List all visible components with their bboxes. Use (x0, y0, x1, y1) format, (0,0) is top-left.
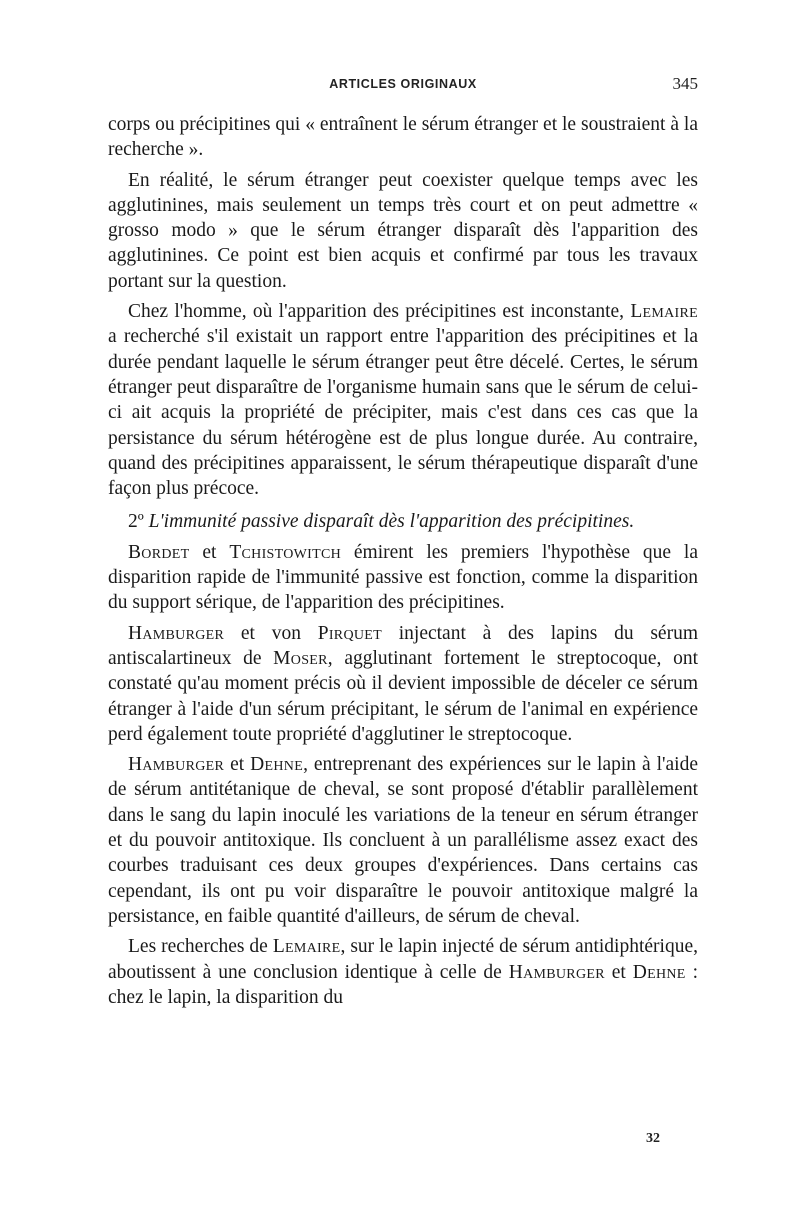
article-body (108, 112, 698, 1010)
page-header (108, 74, 698, 101)
author-name: Hamburger (508, 961, 605, 983)
section-number: 2º (128, 511, 144, 533)
author-name: Dehne (632, 961, 686, 983)
paragraph (108, 540, 698, 616)
section-heading (108, 509, 698, 534)
text-run: a recherché s'il existait un rapport entre l'apparition des précipitines et la durée pendant laquelle le sérum étranger peut être décelé. Certes, le sérum étranger peut disparaître de l'organisme humain sans que le sérum de celui-ci ait acquis la propriété de précipiter, mais c'est dans ces cas que la persistance du sérum hétérogène est de plus longue durée. Au contraire, quand des précipitines apparaissent, le sérum thérapeutique disparaît d'une façon plus précoce. (108, 326, 698, 500)
author-name: Lemaire (630, 301, 698, 323)
text-run: , sur le lapin injecté de sérum antidiphtérique, aboutissent à une conclusion identique à celle de (108, 936, 698, 983)
text-run: Les recherches de (128, 936, 273, 958)
text-run: injectant à des lapins du sérum antiscalartineux de (108, 622, 698, 669)
paragraph (108, 621, 698, 747)
paragraph (108, 752, 698, 929)
text-run: et (224, 754, 251, 776)
text-run: et (604, 961, 633, 983)
author-name: Bordet (128, 541, 190, 563)
section-title: L'immunité passive disparaît dès l'apparition des précipitines. (148, 511, 635, 533)
text-run: : chez le lapin, la disparition du (108, 961, 698, 1008)
text-run: Chez l'homme, où l'apparition des précipitines est inconstante, (128, 301, 631, 323)
text-run: , entreprenant des expériences sur le lapin à l'aide de sérum antitétanique de cheval, se sont proposé d'établir parallèlement dans le sang du lapin inoculé les variations de la teneur en sérum étranger et du pouvoir antitoxique. Ils concluent à un parallélisme assez exact des courbes traduisant ces deux groupes d'expériences. Dans certains cas cependant, ils ont pu voir disparaître le pouvoir antitoxique malgré la persistance, en faible quantité d'ailleurs, de sérum de cheval. (108, 754, 699, 927)
author-name: Hamburger (128, 622, 225, 644)
paragraph (108, 112, 698, 163)
author-name: Tchistowitch (229, 541, 342, 563)
text-run: corps ou précipitines qui « entraînent le sérum étranger et le soustraient à la recherche ». (108, 114, 698, 161)
text-run: émirent les premiers l'hypothèse que la disparition rapide de l'immunité passive est fonction, comme la disparition du support sérique, de l'apparition des précipitines. (108, 541, 698, 614)
author-name: Lemaire (272, 936, 341, 958)
text-run: En réalité, le sérum étranger peut coexister quelque temps avec les agglutinines, mais seulement un temps très court et on peut admettre « grosso modo » que le sérum étranger disparaît dès l'apparition des agglutinines. Ce point est bien acquis et confirmé par tous les travaux portant sur la question. (108, 169, 698, 292)
paragraph (108, 934, 698, 1010)
running-title: ARTICLES ORIGINAUX (329, 77, 477, 91)
page-number: 345 (672, 74, 698, 93)
author-name: Hamburger (128, 754, 225, 776)
text-run: et (189, 541, 230, 563)
author-name: Moser (273, 647, 328, 669)
author-name: Pirquet (317, 622, 382, 644)
text-run: et von (224, 622, 318, 644)
signature-mark: 32 (646, 1131, 660, 1146)
text-run: , agglutinant fortement le streptocoque, ont constaté qu'au moment précis où il devient impossible de déceler ce sérum étranger à l'aide d'un sérum précipitant, le sérum de l'animal en expérience perd également toute propriété d'agglutiner le streptocoque. (108, 647, 698, 745)
paragraph (108, 299, 698, 501)
author-name: Dehne (250, 754, 304, 776)
paragraph (108, 168, 698, 294)
